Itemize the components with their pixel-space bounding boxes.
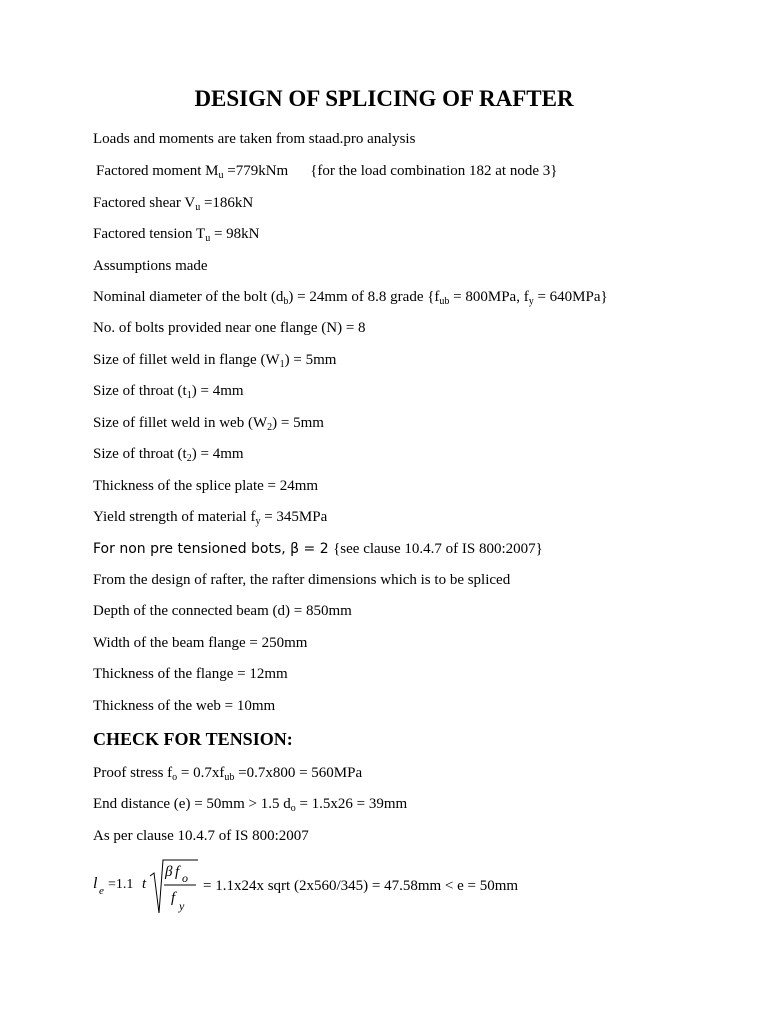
formula-result: = 1.1x24x sqrt (2x560/345) = 47.58mm < e = 50mm [203, 878, 519, 894]
le-formula [93, 856, 653, 926]
end-distance: End distance (e) = 50mm > 1.5 $d_o = 1.5x26 = 39mm$ [93, 796, 408, 814]
check-for-tension-heading: CHECK FOR TENSION: [93, 729, 293, 749]
formula-den-sub: y [179, 899, 185, 913]
formula-graphic [93, 856, 203, 926]
formula-num-sub: o [182, 871, 188, 885]
bolt-diameter: Nominal diameter of the bolt $(d_b) = 24mm$ of 8.8 grade {$f_{ub} = 800MPa$, $f_y = 640MPa$} [93, 289, 608, 307]
splice-plate-thickness: Thickness of the splice plate = 24mm [93, 478, 319, 494]
flange-thickness: Thickness of the flange = 12mm [93, 666, 288, 682]
formula-t: t [142, 876, 147, 892]
formula-coefficient: =1.1 [108, 877, 134, 892]
factored-tension: Factored tension $T_u = 98kN$ [93, 226, 260, 244]
formula-num-f: f [175, 864, 180, 880]
web-thickness: Thickness of the web = 10mm [93, 698, 276, 714]
web-weld-size: Size of fillet weld in web $(W_2) = 5mm$ [93, 415, 324, 433]
beam-depth: Depth of the connected beam (d) = 850mm [93, 603, 352, 619]
formula-den-f: f [171, 890, 176, 906]
formula-lhs-sub: e [99, 885, 104, 897]
proof-stress: Proof stress $f_o = 0.7xf_{ub} =0.7x800 = 560MPa$ [93, 765, 363, 783]
flange-width: Width of the beam flange = 250mm [93, 635, 308, 651]
throat-size-2: Size of throat $(t_2) = 4mm$ [93, 446, 244, 464]
rafter-dimensions-intro: From the design of rafter, the rafter dimensions which is to be spliced [93, 572, 511, 588]
intro-text: Loads and moments are taken from staad.pro analysis [93, 131, 416, 147]
yield-strength: Yield strength of material $f_y = 345MPa$ [93, 509, 328, 527]
flange-weld-size: Size of fillet weld in flange $(W_1) = 5mm$ [93, 352, 337, 370]
assumptions-label: Assumptions made [93, 258, 208, 274]
formula-lhs: l [93, 875, 98, 892]
throat-size-1: Size of throat $(t_1) = 4mm$ [93, 383, 244, 401]
beta-factor: For non pre tensioned bots, β = 2 {see clause 10.4.7 of IS 800:2007} [93, 541, 543, 557]
formula-num-beta: β [165, 864, 173, 880]
factored-shear: Factored shear $V_u =186kN$ [93, 195, 254, 213]
number-of-bolts: No. of bolts provided near one flange (N) = 8 [93, 320, 366, 336]
page-title: DESIGN OF SPLICING OF RAFTER [194, 86, 574, 111]
clause-reference: As per clause 10.4.7 of IS 800:2007 [93, 828, 309, 844]
factored-moment: Factored moment $M_u =779kNm$ {for the load combination 182 at node 3} [96, 163, 558, 181]
